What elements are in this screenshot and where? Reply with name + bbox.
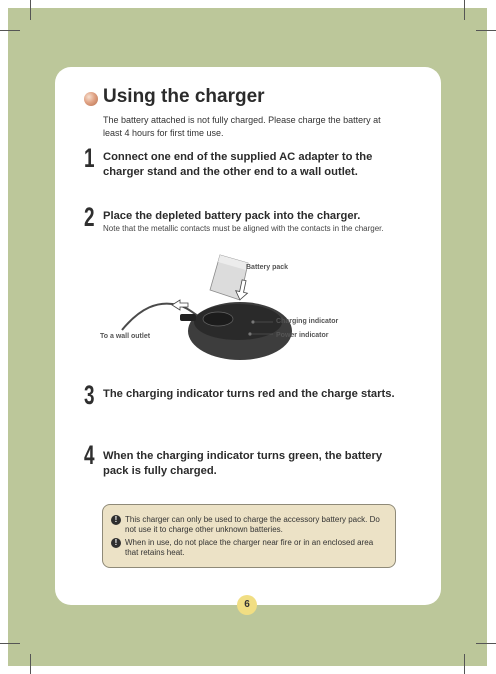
crop-mark <box>476 643 496 644</box>
warning-text: This charger can only be used to charge the accessory battery pack. Do not use it to charge other unknown batteries. <box>125 515 380 534</box>
crop-mark <box>0 30 20 31</box>
step-2-number: 2 <box>84 202 95 232</box>
step-4-number: 4 <box>84 440 95 470</box>
power-indicator-label: Power indicator <box>276 332 329 339</box>
warning-item <box>111 515 383 535</box>
wall-outlet-label: To a wall outlet <box>100 333 151 340</box>
page-number: 6 <box>237 595 257 615</box>
crop-mark <box>30 654 31 674</box>
charger-slot <box>203 312 233 326</box>
intro-text: The battery attached is not fully charged. Please charge the battery at least 4 hours for first time use. <box>103 115 381 138</box>
charging-indicator-light <box>251 320 254 323</box>
charging-indicator-label: Charging indicator <box>276 318 339 325</box>
warning-item <box>111 538 383 558</box>
title-bullet-icon <box>84 92 98 106</box>
step-2-text: Place the depleted battery pack into the charger. <box>103 210 361 222</box>
step-2-note: Note that the metallic contacts must be aligned with the contacts in the charger. <box>103 224 384 233</box>
step-3-number: 3 <box>84 380 95 410</box>
battery-pack-label: Battery pack <box>246 264 289 271</box>
step-1-text: Connect one end of the supplied AC adapter to the charger stand and the other end to a wall outlet. <box>103 151 373 178</box>
step-3-text: The charging indicator turns red and the charge starts. <box>103 388 395 400</box>
crop-mark <box>464 0 465 20</box>
page-title: Using the charger <box>103 86 265 107</box>
charger-connector <box>180 314 196 321</box>
warning-text: When in use, do not place the charger near fire or in an enclosed area that retains heat. <box>125 538 374 557</box>
power-indicator-light <box>248 332 251 335</box>
step-1-number: 1 <box>84 143 95 173</box>
crop-mark <box>0 643 20 644</box>
step-4-text: When the charging indicator turns green, the battery pack is fully charged. <box>103 450 383 477</box>
warning-box <box>102 504 396 568</box>
warning-icon: ! <box>111 515 121 525</box>
crop-mark <box>30 0 31 20</box>
crop-mark <box>464 654 465 674</box>
crop-mark <box>476 30 496 31</box>
warning-icon: ! <box>111 538 121 548</box>
charger-illustration <box>100 250 350 380</box>
